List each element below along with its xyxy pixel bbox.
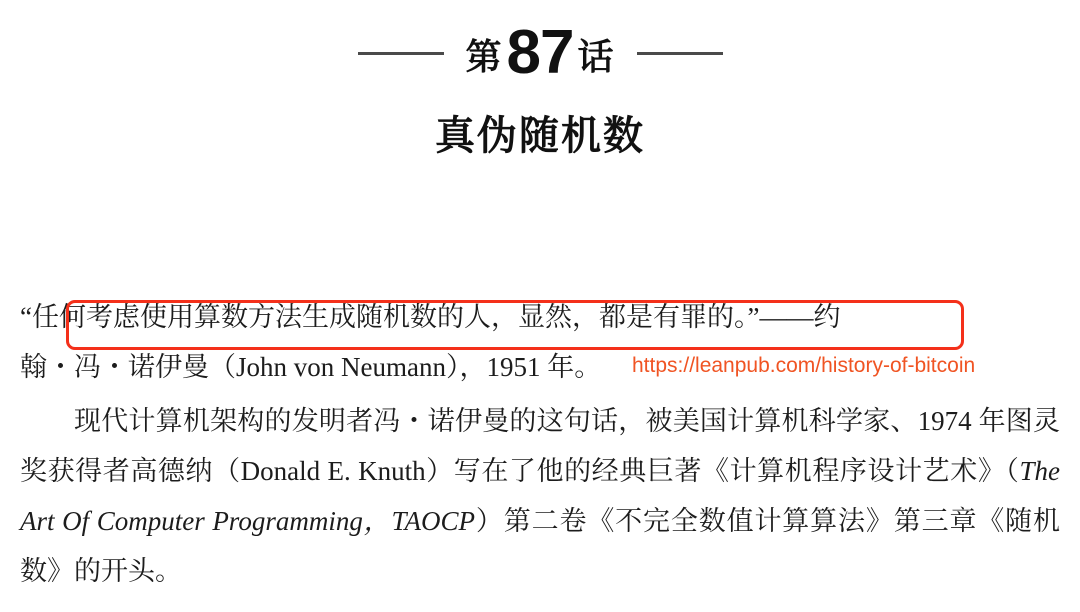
quote-attribution-suffix: ），1951 年。 xyxy=(445,352,602,382)
body-text xyxy=(20,292,1060,596)
paragraph-part-3: ）第二卷《不完全数值计算算法》第三章《随机数》的开头。 xyxy=(20,506,1061,586)
chapter-number-group xyxy=(465,18,615,87)
knuth-name: Donald E. Knuth xyxy=(240,456,426,486)
paragraph-part-2: ）写在了他的经典巨著《计算机程序设计艺术》（ xyxy=(425,456,1020,486)
document-page xyxy=(0,18,1080,612)
quote-attribution-prefix: 翰・冯・诺伊曼（ xyxy=(20,352,236,382)
quote-text: “任何考虑使用算数方法生成随机数的人，显然，都是有罪的。”——约 xyxy=(20,302,841,332)
body-paragraph xyxy=(20,396,1060,596)
source-url-annotation[interactable]: https://leanpub.com/history-of-bitcoin xyxy=(632,354,976,377)
heading-rule-left xyxy=(358,52,444,55)
chapter-suffix: 话 xyxy=(577,36,615,77)
page-title: 真伪随机数 xyxy=(435,114,645,158)
quote-attribution-name: John von Neumann xyxy=(236,352,446,382)
chapter-heading xyxy=(0,18,1080,87)
chapter-prefix: 第 xyxy=(465,36,503,77)
chapter-number: 87 xyxy=(506,18,574,87)
book-title-english: The Art Of Computer Programming，TAOCP xyxy=(20,456,1061,536)
paragraph-part-1: 现代计算机架构的发明者冯・诺伊曼的这句话，被美国计算机科学家、1974 年图灵奖获得者高德纳（ xyxy=(20,406,1060,486)
heading-rule-right xyxy=(637,52,723,55)
